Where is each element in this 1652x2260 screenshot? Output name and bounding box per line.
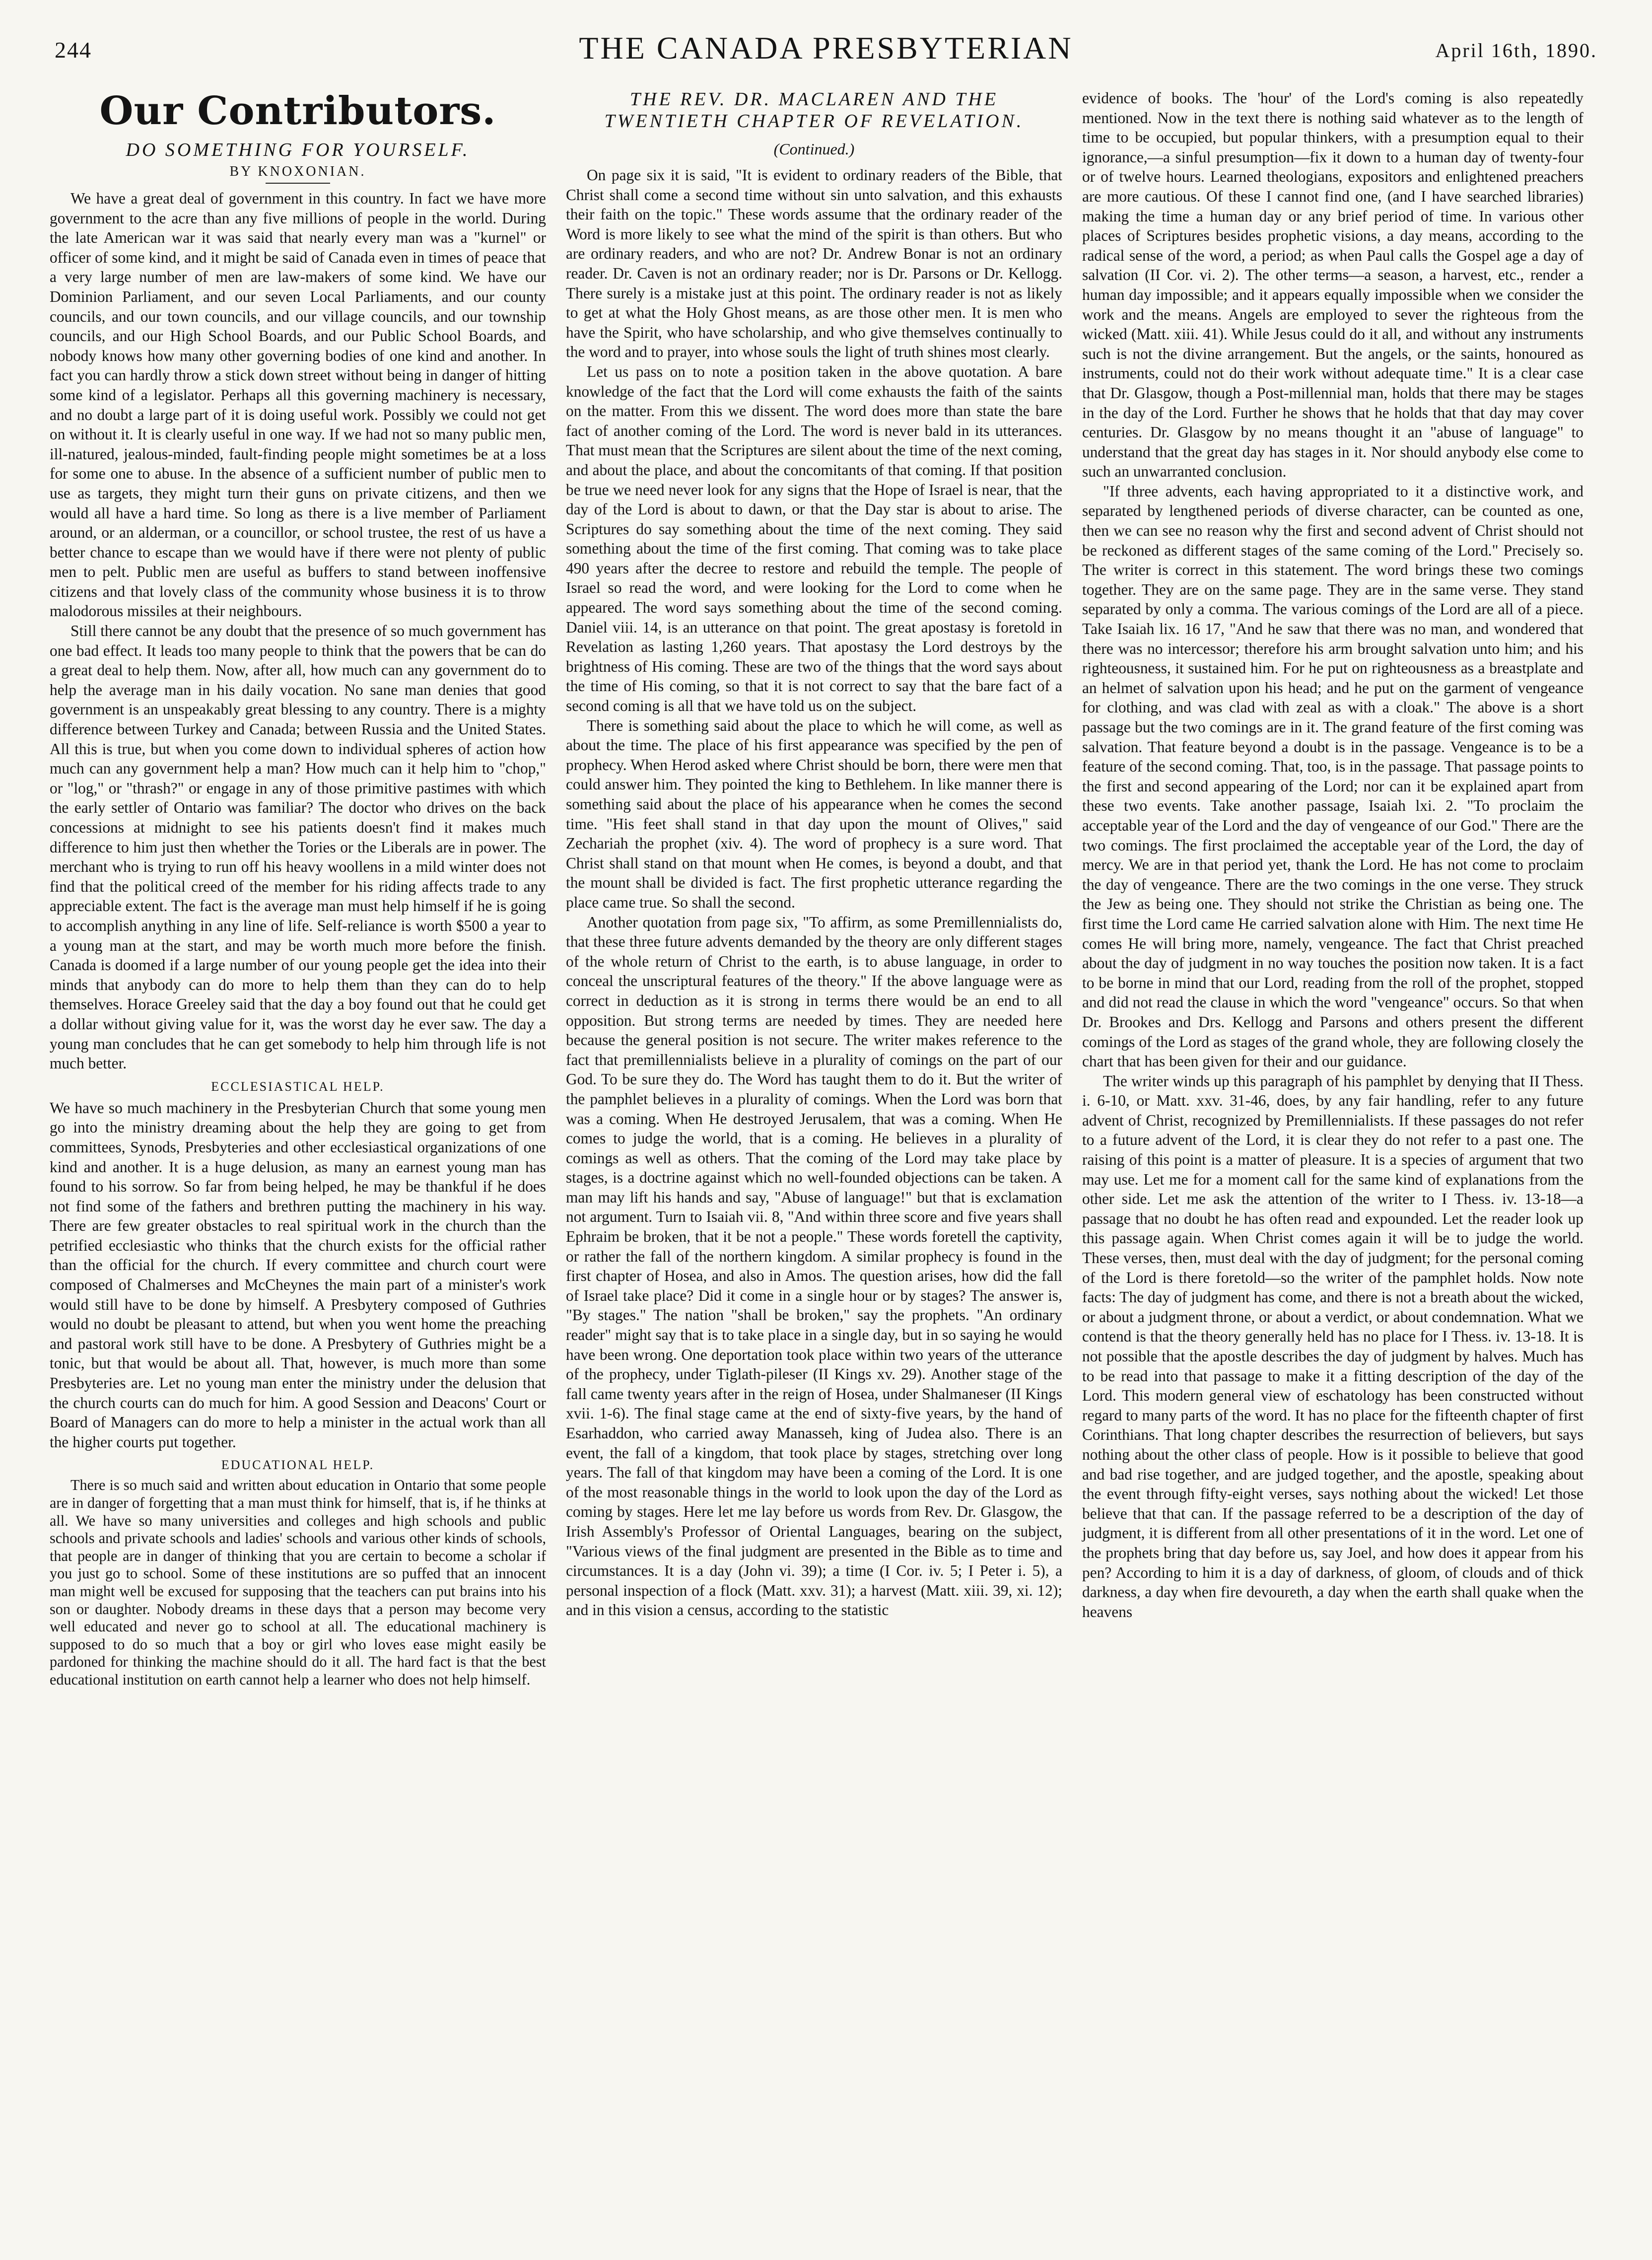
issue-date: April 16th, 1890.	[1435, 39, 1597, 62]
page-number: 244	[55, 37, 92, 63]
subhead-educational: EDUCATIONAL HELP.	[221, 1458, 375, 1473]
byline: BY KNOXONIAN.	[229, 164, 366, 179]
page-header	[0, 29, 1652, 83]
paragraph: The writer winds up this paragraph of his pamphlet by denying that II Thess. i. 6-10, or Matt. xxv. 31-46, does, by any fair handling, refer to any future advent of Christ, recognized by Premillennialists. If these passages do not refer to a future advent of the Lord, it is clear they do not refer to a past one. The raising of this point is a matter of pleasure. It is a species of argument that two may use. Let me for a moment call for the same kind of explanations from the other side. Let me ask the attention of the writer to I Thess. iv. 13-18—a passage that no doubt he has often read and expounded. Let the reader look up this passage again. When Christ comes again it will be to judge the world. These verses, then, must deal with the day of judgment; for the personal coming of the Lord is there foretold—so the writer of the pamphlet holds. Now note facts: The day of judgment has come, and there is not a breath about the wicked, or about a judgment throne, or about a verdict, or about condemnation. What we contend is that the theory generally held has no place for I Thess. iv. 13-18. It is not possible that the apostle describes the day of judgment by halves. Much has to be read into that passage to make it a fitting description of the day of the Lord. This modern general view of eschatology has been constructed without regard to many parts of the word. It has no place for the fifteenth chapter of first Corinthians. That long chapter describes the resurrection of believers, but says nothing about the other class of people. How is it possible to believe that good and bad rise together, and are judged together, and the apostle, speaking about the event through fifty-eight verses, says nothing about the wicked! Let those believe that that can. If the passage referred to be a description of the day of judgment, it is different from all other presentations of it in the word. Let one of the prophets bring that day before us, say Joel, and how does it appear from his pen? According to him it is a day of darkness, of gloom, of clouds and of thick darkness, a day when fire devoureth, a day when the earth shall quake when the heavens	[1082, 1072, 1583, 1621]
subhead-ecclesiastical: ECCLESIASTICAL HELP.	[211, 1079, 385, 1094]
paragraph: Another quotation from page six, "To affirm, as some Premillennialists do, that these three future advents demanded by the theory are only different stages of the whole return of Christ to the earth, is to abuse language, in order to conceal the unscriptural features of the theory." If the above language were as correct in deduction as it is strong in terms there would be an end to all opposition. But strong terms are needed by times. They are needed here because the general position is not secure. The writer makes reference to the fact that premillennialists believe in a plurality of comings on the part of our God. To be sure they do. The Word has taught them to do it. But the writer of the pamphlet believes in a plurality of comings. When the Lord was born that was a coming. When He destroyed Jerusalem, that was a coming. When He comes to judge the world, that is a coming. He believes in a plurality of comings as well as others. That the coming of the Lord may take place by stages, is a doctrine against which no well-founded objections can be taken. A man may lift his hands and say, "Abuse of language!" but that is exclamation not argument. Turn to Isaiah vii. 8, "And within three score and five years shall Ephraim be broken, that it be not a people." These words foretell the captivity, or rather the fall of the northern kingdom. A similar prophecy is found in the first chapter of Hosea, and also in Amos. The question arises, how did the fall of Israel take place? Did it come in a single hour or by stages? The answer is, "By stages." The nation "shall be broken," say the prophets. "An ordinary reader" might say that is to take place in a single day, but in so saying he would have been wrong. One deportation took place within two years of the utterance of the prophecy, under Tiglath-pileser (II Kings xv. 29). Another stage of the fall came twenty years after in the reign of Hosea, under Shalmaneser (II Kings xvii. 1-6). The final stage came at the end of sixty-five years, by the hand of Esarhaddon, who carried away Manasseh, king of Judea also. There is an event, the fall of a kingdom, that took place by stages, stretching over long years. The fall of that kingdom may have been a coming of the Lord. It is one of the most reasonable things in the world to look upon the day of the Lord as coming by stages. Here let me lay before us words from Rev. Dr. Glasgow, the Irish Assembly's Professor of Oriental Languages, bearing on the subject, "Various views of the final judgment are presented in the Bible as to time and circumstances. It is a day (John vi. 39); a time (I Cor. iv. 5; I Peter i. 5), a personal inspection of a flock (Matt. xxv. 31); a harvest (Matt. xiii. 39, xi. 12); and in this vision a census, according to the statistic	[566, 913, 1062, 1619]
paragraph: We have so much machinery in the Presbyterian Church that some young men go into the ministry dreaming about the help they are going to get from committees, Synods, Presbyteries and other ecclesiastical organizations of one kind and another. It is a huge delusion, as many an earnest young man has found to his sorrow. So far from being helped, he may be thankful if he does not find some of the fathers and brethren putting the machinery in his way. There are few greater obstacles to real spiritual work in the church than the petrified ecclesiastic who thinks that the church exists for the official rather than the official for the church. If every committee and church court were composed of Chalmerses and McCheynes the main part of a minister's work would still have to be done by himself. A Presbytery composed of Guthries would no doubt be pleasant to attend, but when you went home the preaching and pastoral work still have to be done. A Presbytery of Guthries might be a tonic, but that would be about all. That, however, is much more than some Presbyteries are. Let no young man enter the ministry under the delusion that the church courts can do much for him. A good Session and Deacons' Court or Board of Managers can do more to help a minister in the actual work than all the higher courts put together.	[50, 1099, 546, 1451]
paragraph: There is so much said and written about education in Ontario that some people are in danger of forgetting that a man must think for himself, that is, if he thinks at all. We have so many universities and colleges and high schools and public schools and private schools and ladies' schools and various other kinds of schools, that people are in danger of thinking that you are certain to become a scholar if you just go to school. Some of these institutions are so puffed that an innocent man might well be excused for supposing that the teachers can put brains into his son or daughter. Nobody dreams in these days that a person may become very well educated and never go to school at all. The educational machinery is supposed to do so much that a boy or girl who loves ease might easily be pardoned for thinking the machine should do it all. The hard fact is that the best educational institution on earth cannot help a learner who does not help himself.	[50, 1477, 546, 1688]
section-title: Our Contributors.	[99, 88, 496, 134]
article-title: DO SOMETHING FOR YOURSELF.	[126, 140, 470, 160]
title-rule	[266, 183, 330, 184]
paragraph: "If three advents, each having appropriated to it a distinctive work, and separated by lengthened periods of diverse character, can be counted as one, then we can see no reason why the first and second advent of Christ should not be reckoned as different stages of the same coming of the Lord." Precisely so. The writer is correct in this statement. The word brings these two comings together. They are on the same page. They are in the same verse. They stand separated by only a comma. The various comings of the Lord are all of a piece. Take Isaiah lix. 16 17, "And he saw that there was no man, and wondered that there was no intercessor; therefore his arm brought salvation unto him; and his righteousness, it sustained him. For he put on righteousness as a breastplate and an helmet of salvation upon his head; and he put on the garment of vengeance for clothing, and was clad with zeal as with a cloak." The above is a short passage but the two comings are in it. The grand feature of the first coming was salvation. That feature beyond a doubt is in the passage. Vengeance is to be a feature of the second coming. That, too, is in the passage. That passage points to the first and second appearing of the Lord; nor can it be explained apart from these two events. Take another passage, Isaiah lxi. 2. "To proclaim the acceptable year of the Lord and the day of vengeance of our God." There are the two comings. The first proclaimed the acceptable year of the Lord, the day of mercy. We are in that period yet, thank the Lord. He has not come to proclaim the day of vengeance. There are the two comings in the one verse. They struck the Jew as being one. They should not strike the Christian as being one. The first time the Lord came He carried salvation alone with Him. The next time He comes He will bring more, namely, vengeance. The fact that Christ preached about the day of judgment in no way touches the position now taken. It is a fact to be borne in mind that our Lord, reading from the roll of the prophet, stopped and did not read the clause in which the word "vengeance" occurs. So that when Dr. Brookes and Drs. Kellogg and Parsons and others present the different comings of the Lord as stages of the grand whole, they are following closely the chart that has been given for their and our guidance.	[1082, 482, 1583, 1070]
paragraph: There is something said about the place to which he will come, as well as about the time. The place of his first appearance was specified by the pen of prophecy. When Herod asked where Christ should be born, there were men that could answer him. They pointed the king to Bethlehem. In like manner there is something said about the place of his appearance when he comes the second time. "His feet shall stand in that day upon the mount of Olives," said Zechariah the prophet (xiv. 4). The word of prophecy is a sure word. That Christ shall stand on that mount when He comes, is beyond a doubt, and that the mount shall be divided is fact. The first prophetic utterance regarding the place came true. So shall the second.	[566, 716, 1062, 911]
paragraph: Still there cannot be any doubt that the presence of so much government has one bad effect. It leads too many people to think that the powers that be can do a great deal to help them. Now, after all, how much can any government do to help the average man in his daily vocation. No sane man denies that good government is an unspeakably great blessing to any country. There is a mighty difference between Turkey and Canada; between Russia and the United States. All this is true, but when you come down to individual spheres of action how much can any government help a man? How much can it help him to "chop," or "log," or "thrash?" or engage in any of those primitive pastimes with which the early settler of Ontario was familiar? The doctor who drives on the back concessions at midnight to see his patients doesn't find it makes much difference to him just then whether the Tories or the Liberals are in power. The merchant who is trying to run off his heavy woollens in a mild winter does not find that the political creed of the member for his riding affects trade to any appreciable extent. The fact is the average man must help himself if he is going to accomplish anything in any line of life. Self-reliance is worth $500 a year to a young man at the start, and may be worth much more before the finish. Canada is doomed if a large number of our young people get the idea into their minds that anybody can do more to help them than they can do to help themselves. Horace Greeley said that the day a boy found out that he could get a dollar without giving value for it, was the worst day he ever saw. The day a young man concludes that he can get somebody to help him through life is not much better.	[50, 622, 547, 1072]
paragraph: evidence of books. The 'hour' of the Lord's coming is also repeatedly mentioned. Now in the text there is nothing said whatever as to the length of time to be occupied, but popular thinkers, with a presumption equal to their ignorance,—a sinful presumption—fix it down to a human day of twenty-four or of twelve hours. Learned theologians, expositors and enlightened preachers are more cautious. Of these I cannot find one, (and I have searched libraries) making the time a human day or any brief period of time. In various other places of Scriptures besides prophetic visions, a day means, according to the radical sense of the word, a period; as when Paul calls the Gospel age a day of salvation (II Cor. vi. 2). The other terms—a season, a harvest, etc., render a human day impossible; and it appears equally impossible when we consider the work and the means. Angels are employed to sever the righteous from the wicked (Matt. xiii. 41). While Jesus could do it all, and without any instruments such is not the divine arrangement. But the angels, or the saints, honoured as instruments, could not do their work without adequate time." It is a clear case that Dr. Glasgow, though a Post-millennial man, holds that there may be stages in the day of the Lord. Further he shows that he holds that that day may cover centuries. Dr. Glasgow by no means thought it an "abuse of language" to understand that the great day has stages in it. Nor should anybody else come to such an unwarranted conclusion.	[1082, 89, 1583, 481]
paragraph: Let us pass on to note a position taken in the above quotation. A bare knowledge of the fact that the Lord will come exhausts the faith of the saints on the matter. From this we dissent. The word does more than state the bare fact of another coming of the Lord. The word is never bald in its utterances. That must mean that the Scriptures are silent about the time of the next coming, and about the place, and about the concomitants of that coming. If that position be true we need never look for any signs that the Hope of Israel is near, that the day of the Lord is about to dawn, or that the Day star is about to arise. The Scriptures do say something about the time of the next coming. They said something about the time of the first coming. That coming was to take place 490 years after the decree to restore and rebuild the temple. The people of Israel so read the word, and were looking for the Lord to come when he appeared. The word says something about the time of the second coming. Daniel viii. 14, is an utterance on that point. The great apostasy is foretold in Revelation as lasting 1,260 years. That apostasy the Lord destroys by the brightness of His coming. These are two of the things that the word says about the time of His coming, so that it is not correct to say that the bare fact of a second coming is all that we have told us on the subject.	[566, 362, 1062, 715]
paragraph: On page six it is said, "It is evident to ordinary readers of the Bible, that Christ shall come a second time without sin unto salvation, and this exhausts their faith on the topic." These words assume that the ordinary reader of the Word is more likely to see what the mind of the spirit is than others. But who are ordinary readers, and who are not? Dr. Andrew Bonar is not an ordinary reader. Dr. Caven is not an ordinary reader; nor is Dr. Parsons or Dr. Kellogg. There surely is a mistake just at this point. The ordinary reader is not as likely to get at what the Holy Ghost means, as are those other men. It is men who have the Spirit, who have scholarship, and who give themselves continually to the word and to prayer, into whose souls the light of truth shines most clearly.	[566, 166, 1062, 361]
continued-label: (Continued.)	[773, 140, 855, 158]
article-title: THE REV. DR. MACLAREN AND THE TWENTIETH CHAPTER OF REVELATION.	[604, 89, 1024, 132]
column-middle	[566, 88, 1062, 1620]
paragraph: We have a great deal of government in this country. In fact we have more government to the acre than any five millions of people in the world. During the late American war it was said that nearly every man was a "kurnel" or officer of some kind, and it might be said of Canada even in times of peace that a very large number of men are law-makers of some kind. We have our Dominion Parliament, and our seven Local Parliaments, and our county councils, and our town councils, and our village councils, and our township councils, and our High School Boards, and our Public School Boards, and nobody knows how many other governing bodies of one kind and another. In fact you can hardly throw a stick down street without being in danger of hitting some kind of a legislator. Perhaps all this governing machinery is necessary, and no doubt a large part of it is doing useful work. Possibly we could not get on without it. It is clearly useful in one way. If we had not so many public men, ill-natured, jealous-minded, fault-finding people might sometimes be at a loss for some one to abuse. In the absence of a sufficient number of public men to use as targets, they might turn their guns on private citizens, and then we would all have a hard time. So long as there is a live member of Parliament around, or an alderman, or a councillor, or school trustee, the rest of us have a better chance to escape than we would have if there were not plenty of public men to pelt. Public men are useful as buffers to stand between inoffensive citizens and that lovely class of the community whose business it is to throw malodorous missiles at their neighbours.	[50, 190, 546, 620]
masthead: THE CANADA PRESBYTERIAN	[579, 30, 1073, 66]
column-right	[1082, 88, 1583, 1622]
column-left	[50, 88, 546, 1689]
